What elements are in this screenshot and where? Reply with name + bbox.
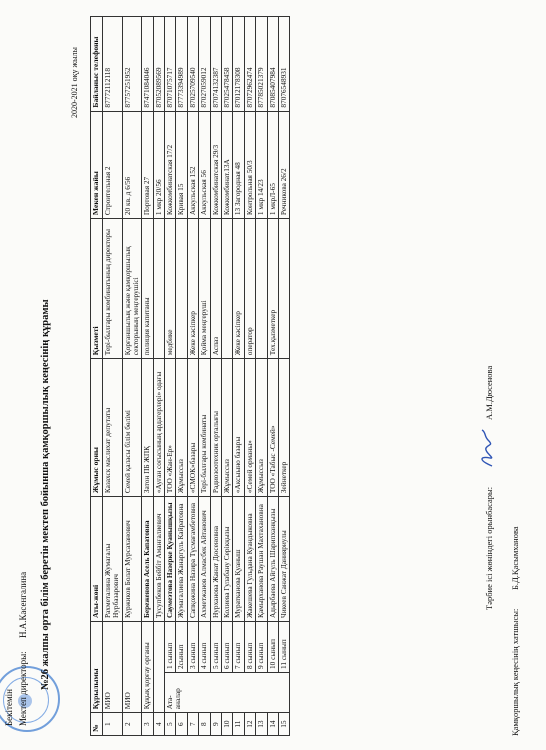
workplace-cell: «Аксыыно базары (233, 359, 244, 497)
phone-cell: 87074132387 (210, 17, 221, 112)
full-name-cell: Береженова Асель Капатовна (142, 497, 153, 622)
position-cell: Аспаз (210, 219, 221, 359)
table-row (233, 17, 244, 736)
address-cell: Строительная 2 (102, 111, 122, 219)
phone-cell: 87785021379 (256, 17, 267, 112)
full-name-cell: Жакешева Гульдана Куандыковна (244, 497, 255, 622)
full-name-cell: Нурханова Жанат Дюсеновна (210, 497, 221, 622)
deputy-name: А.М.Дюсенова (484, 365, 494, 420)
row-number-cell: 12 (244, 713, 255, 736)
address-cell: Аккульская 56 (199, 111, 210, 219)
position-cell: медбике (165, 219, 176, 359)
column-header: Қызметі (91, 219, 103, 359)
table-row (222, 17, 233, 736)
row-number-cell: 14 (267, 713, 278, 736)
position-cell: Қойма меңгеруші (199, 219, 210, 359)
phone-cell: 87773394989 (176, 17, 187, 112)
position-cell (256, 219, 267, 359)
workplace-cell: «Ауған соғысының ардагерлері» одағы (153, 359, 164, 497)
phone-cell: 87025709540 (187, 17, 198, 112)
phone-cell: 87471084046 (142, 17, 153, 112)
address-cell: Аккульская 152 (187, 111, 198, 219)
phone-cell: 87012178308 (233, 17, 244, 112)
table-row (165, 17, 176, 736)
table-row (256, 17, 267, 736)
row-number-cell: 5 (165, 713, 176, 736)
address-cell: 20 кв. д 6/56 (122, 111, 142, 219)
address-cell: Контрольная 50/3 (244, 111, 255, 219)
row-number-cell: 3 (142, 713, 153, 736)
table-row (244, 17, 255, 736)
phone-cell: 87027059012 (199, 17, 210, 112)
position-cell: Жеке кәсіпкер (187, 219, 198, 359)
address-cell: 1 мкр 20/56 (153, 111, 164, 219)
structure-cell: Ата-аналар (165, 673, 290, 713)
workplace-cell: «СМОК»базары (187, 359, 198, 497)
address-cell: Кожкомбинатская 29/3 (210, 111, 221, 219)
secretary-name: Б.Д.Қасымханова (510, 526, 520, 590)
row-number-cell: 15 (278, 713, 289, 736)
table-row (102, 17, 122, 736)
position-cell (278, 219, 289, 359)
row-number-cell: 6 (176, 713, 187, 736)
approval-label: Бекітемін (4, 689, 14, 726)
workplace-cell: Радиозоотехник орталығы (210, 359, 221, 497)
table-row (199, 17, 210, 736)
page-title: №26 жалпы орта білім беретін мектеп бойынша қамқоршылық кеңесінің құрамы (40, 299, 51, 690)
column-header: Байланыс телефоны (91, 17, 103, 112)
workplace-cell: Жұмыссыз (222, 359, 233, 497)
position-cell: Жеке кәсіпкер (233, 219, 244, 359)
class-cell: 11 сынып (278, 622, 289, 673)
position-cell: Тері-былғары комбинатының директоры (102, 219, 122, 359)
structure-cell: МИО (122, 622, 142, 713)
phone-cell: 87085407984 (267, 17, 278, 112)
table-row (122, 17, 142, 736)
workplace-cell: Жұмыссыз (256, 359, 267, 497)
secretary-label: Қамқоршылық кеңесінің хатшысы: (510, 608, 520, 736)
table-row (176, 17, 187, 736)
class-cell: 9 сынып (256, 622, 267, 673)
handwritten-signature (476, 428, 498, 468)
address-cell: Речникова 26/2 (278, 111, 289, 219)
position-cell (222, 219, 233, 359)
class-cell: 7 сынып (233, 622, 244, 673)
structure-cell: Құқық қорғау органы (142, 622, 153, 713)
full-name-cell: Куржиков Болат Мурсаханович (122, 497, 142, 622)
full-name-cell: Колиева Гулабану Серікқызы (222, 497, 233, 622)
class-cell: 4 сынып (199, 622, 210, 673)
full-name-cell: Адырбаева Айгуль Шарипханқызы (267, 497, 278, 622)
director-name: Н.А.Касенгалина (18, 571, 28, 638)
full-name-cell: Ахметжанов Алмасбек Айтанович (199, 497, 210, 622)
phone-cell: 87052089569 (153, 17, 164, 112)
phone-cell: 87025478458 (222, 17, 233, 112)
full-name-cell: Рахметалина Жумагалы Нурбазарович (102, 497, 122, 622)
full-name-cell: Чикеев Санжат Данияриулы (278, 497, 289, 622)
full-name-cell: Қамырханова Раушан Махтахановна (256, 497, 267, 622)
workplace-cell: Казахск маслихат депутаты (102, 359, 122, 497)
row-number-cell: 4 (153, 713, 164, 736)
row-number-cell: 2 (122, 713, 142, 736)
position-cell: оператор (244, 219, 255, 359)
column-header: № (91, 713, 103, 736)
address-cell: Кожкомбинат.13А (222, 111, 233, 219)
position-cell: полиция капитаны (142, 219, 153, 359)
workplace-cell: Жұмыссыз (176, 359, 187, 497)
address-cell: Портовая 27 (142, 111, 153, 219)
address-cell: Кожкомбинатская 17/2 (165, 111, 176, 219)
workplace-cell: Тері-былғары комбинаты (199, 359, 210, 497)
phone-cell: 87072962474 (244, 17, 255, 112)
full-name-cell: Саумеэтова Назерке Қуанышқызы (165, 497, 176, 622)
workplace-cell: ТОО «Жан-Ер» (165, 359, 176, 497)
workplace-cell: ТОО «Табыс -Семей» (267, 359, 278, 497)
class-cell: 5 сынып (210, 622, 221, 673)
address-cell: Кривая 15 (176, 111, 187, 219)
position-cell (153, 219, 164, 359)
full-name-cell: Жумагалиева Жанаргуль Кайратовна (176, 497, 187, 622)
class-cell: 8 сынып (244, 622, 255, 673)
position-cell: Тех.қызметкер (267, 219, 278, 359)
full-name-cell: Тусупбеков Бейбіт Аманғалиевич (153, 497, 164, 622)
position-cell (176, 219, 187, 359)
class-cell: 3 сынып (187, 622, 198, 673)
column-header: Құрылымы (91, 622, 103, 713)
row-number-cell: 8 (199, 713, 210, 736)
row-number-cell: 9 (210, 713, 221, 736)
workplace-cell: Затон ПБ ЖПҚ (142, 359, 153, 497)
address-cell: 1 мкр 14/23 (256, 111, 267, 219)
full-name-cell: Сапқожина Назира Түсмағамбетовна (187, 497, 198, 622)
director-label: Мектеп директоры: (18, 651, 28, 726)
full-name-cell: Муратканова Қуаныш (233, 497, 244, 622)
deputy-label: Тәрбие ісі жөніндегі орынбасары: (484, 486, 494, 610)
workplace-cell: Зейнеткер (278, 359, 289, 497)
workplace-cell: Семей қаласы білім бөлімі (122, 359, 142, 497)
row-number-cell: 13 (256, 713, 267, 736)
row-number-cell: 10 (222, 713, 233, 736)
structure-cell (153, 622, 164, 713)
class-cell: 1 сынып (165, 622, 176, 673)
address-cell: 1 мкрЛ-65 (267, 111, 278, 219)
address-cell: 13 Загородная 48 (233, 111, 244, 219)
table-row (187, 17, 198, 736)
position-cell: Қорғаншылық және қамқоршылық секторының меңгерушісі (122, 219, 142, 359)
phone-cell: 87071075717 (165, 17, 176, 112)
council-table (90, 16, 290, 736)
table-row (210, 17, 221, 736)
column-header: Аты-жөні (91, 497, 103, 622)
workplace-cell: «Семей орманы» (244, 359, 255, 497)
table-row (153, 17, 164, 736)
class-cell: 6 сынып (222, 622, 233, 673)
table-row (278, 17, 289, 736)
structure-cell: МИО (102, 622, 122, 713)
table-header-row (91, 17, 103, 736)
table-row (267, 17, 278, 736)
class-cell: 2сынып (176, 622, 187, 673)
table-row (142, 17, 153, 736)
phone-cell: 87772112118 (102, 17, 122, 112)
academic-year: 2020-2021 оқу жылы (70, 47, 79, 118)
row-number-cell: 7 (187, 713, 198, 736)
row-number-cell: 11 (233, 713, 244, 736)
column-header: Мекен жайы (91, 111, 103, 219)
column-header: Жұмыс орны (91, 359, 103, 497)
phone-cell: 87757251952 (122, 17, 142, 112)
row-number-cell: 1 (102, 713, 122, 736)
class-cell: 10 сынып (267, 622, 278, 673)
phone-cell: 87076548931 (278, 17, 289, 112)
